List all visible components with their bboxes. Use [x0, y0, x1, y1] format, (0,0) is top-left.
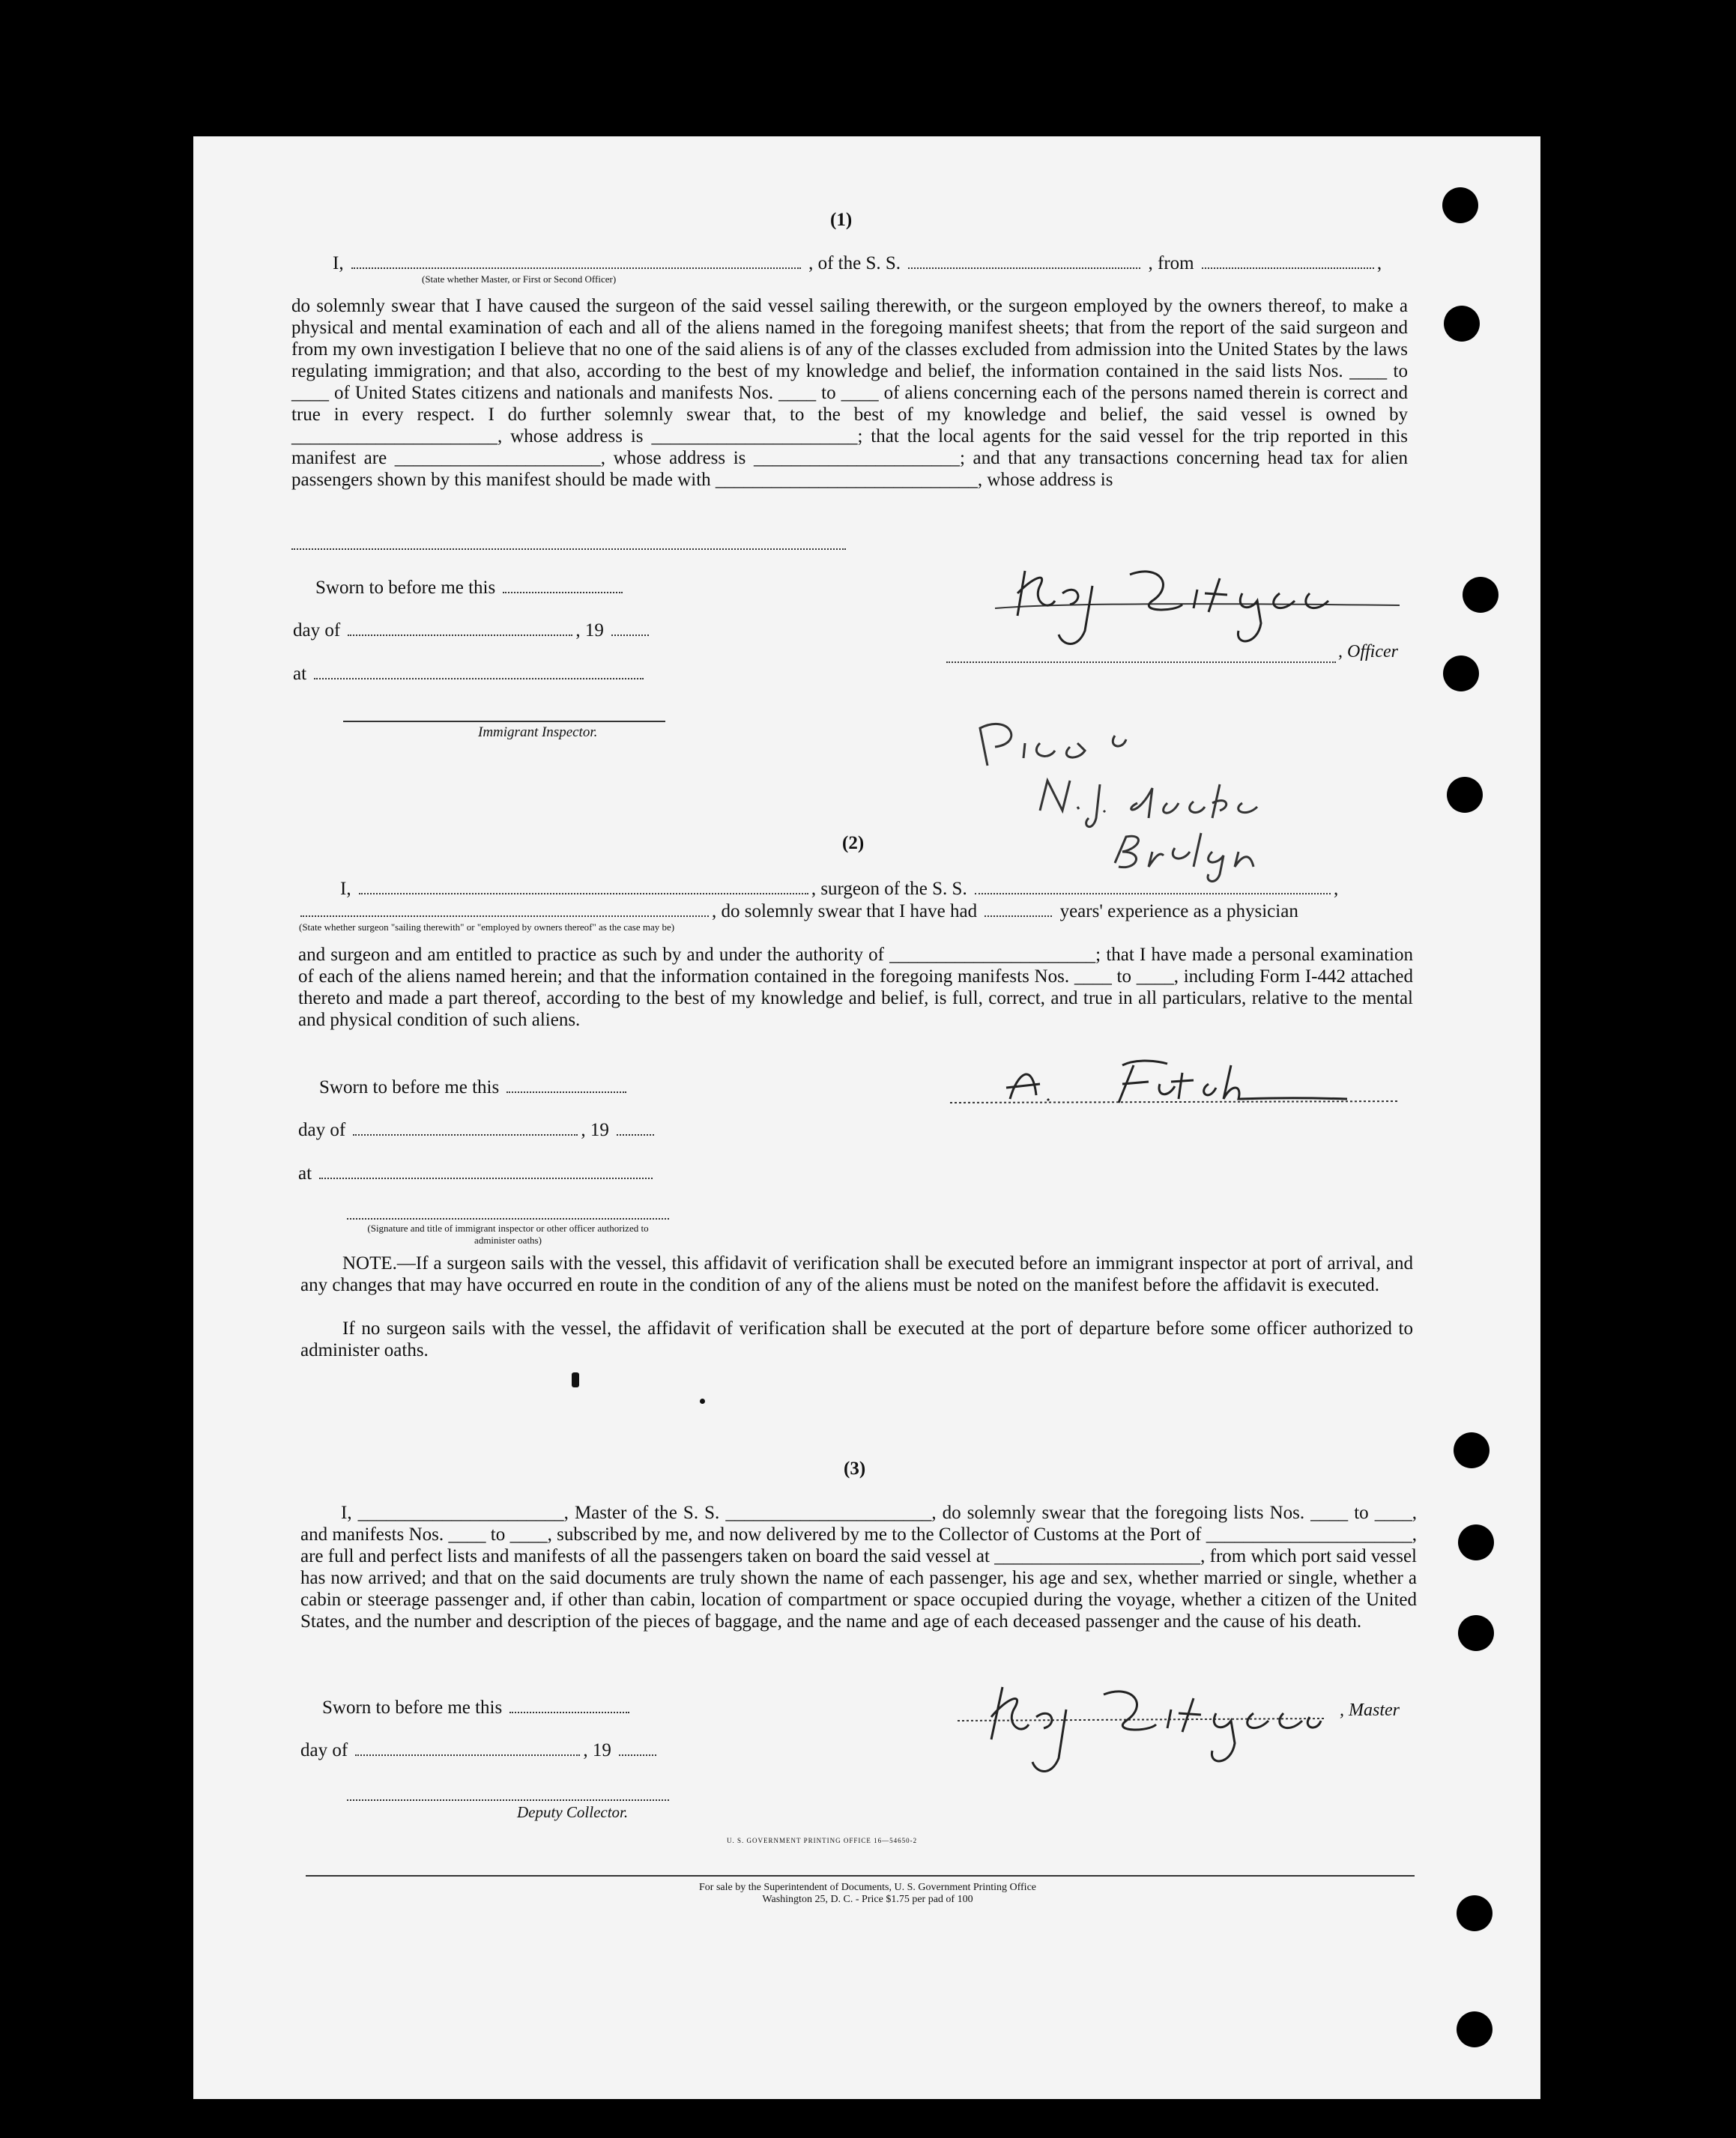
binder-hole — [1447, 777, 1483, 813]
s1-sworn: Sworn to before me this — [315, 577, 626, 599]
s2-day: day of , 19 — [298, 1119, 657, 1141]
s1-at: at — [293, 663, 647, 685]
vessel-name-field — [908, 267, 1140, 269]
binder-hole — [1458, 1524, 1494, 1560]
surgeon-signature — [950, 1050, 1415, 1118]
s2-line1: I, , surgeon of the S. S. , — [340, 879, 1339, 899]
s3-day: day of , 19 — [300, 1739, 659, 1761]
s2-note-2: If no surgeon sails with the vessel, the affidavit of verification shall be executed at the port of departure before some officer authorized to administer oaths. — [300, 1318, 1413, 1360]
s2-signature-line — [347, 1218, 669, 1220]
master-hint: (State whether Master, or First or Second Officer) — [422, 273, 617, 285]
s2-line2: , do solemnly swear that I have had years' experience as a physician — [297, 900, 1298, 922]
binder-hole — [1457, 2011, 1492, 2047]
s1-line1: I, , of the S. S. , from , — [333, 253, 1382, 273]
footer-sale-1: For sale by the Superintendent of Documents, U. S. Government Printing Office — [699, 1882, 1036, 1893]
footer-rule — [306, 1875, 1415, 1877]
from-port-field — [1202, 267, 1374, 269]
s2-sworn: Sworn to before me this — [319, 1076, 629, 1098]
s1-day: day of , 19 — [293, 620, 652, 641]
binder-hole — [1454, 1432, 1489, 1468]
deputy-collector-label: Deputy Collector. — [517, 1803, 629, 1821]
master-name-field — [351, 267, 801, 269]
binder-hole — [1458, 1615, 1494, 1651]
officer-line — [946, 661, 1336, 663]
s2-signature-hint: (Signature and title of immigrant inspector or other officer authorized to administer oaths) — [367, 1223, 649, 1246]
surgeon-hint: (State whether surgeon "sailing therewith" or "employed by owners thereof" as the case may be) — [299, 921, 675, 933]
binder-hole — [1463, 577, 1498, 613]
printing-office-imprint: U. S. GOVERNMENT PRINTING OFFICE 16—54650-2 — [727, 1837, 918, 1844]
inspector-line — [343, 721, 665, 722]
s3-body: I, ______________________, Master of the S. S. ______________________, do solemnly swear that the foregoing lists Nos. ____ to ____, and manifests Nos. ____ to ____, subscribed by me, and now delivered by me to the Collector of Customs at the Port of ______________________, are full and perfect lists and manifests of all the passengers taken on board the said vessel at ______________________, from which port said vessel has now arrived; and that on the said documents are truly shown the name of each passenger, his age and sex, whether married or single, whether a cabin or steerage passenger and, if other than cabin, location of compartment or space occupied during the voyage, whether a citizen of the United States, and the number and description of the pieces of baggage, and the name and age of each deceased passenger and the cause of his death. — [300, 1503, 1417, 1632]
binder-hole — [1442, 187, 1478, 223]
pier-note-handwriting — [965, 713, 1325, 893]
s2-note-1: NOTE.—If a surgeon sails with the vessel, this affidavit of verification shall be executed before an immigrant inspector at port of arrival, and any changes that may have occurred en route in the condition of any of the aliens must be noted on the manifest before the affidavit is executed. — [300, 1253, 1413, 1295]
document-page — [193, 136, 1540, 2099]
immigrant-inspector-label: Immigrant Inspector. — [478, 724, 598, 740]
officer-signature — [980, 541, 1430, 653]
section-3-number: (3) — [844, 1459, 866, 1479]
section-1-number: (1) — [830, 210, 853, 230]
ink-speck — [572, 1372, 579, 1387]
master-label: , Master — [1340, 1701, 1400, 1720]
s2-at: at — [298, 1163, 656, 1184]
binder-hole — [1457, 1895, 1492, 1931]
section-2-number: (2) — [842, 833, 865, 853]
ink-speck — [700, 1399, 705, 1404]
binder-hole — [1443, 655, 1479, 691]
s1-body: do solemnly swear that I have caused the surgeon of the said vessel sailing therewith, or the surgeon employed by the owners thereof, to make a physical and mental examination of each and all of the aliens named in the foregoing manifest sheets; that from the report of the said surgeon and from my own investigation I believe that no one of the said aliens is of any of the classes excluded from admission into the United States by the laws regulating immigration; and that also, according to the best of my knowledge and belief, the information contained in the said lists Nos. ____ to ____ of United States citizens and nationals and manifests Nos. ____ to ____ of aliens concerning each of the persons named therein is correct and true in every respect. I do further solemnly swear that, to the best of my knowledge and belief, the said vessel is owned by ______________________, whose address is ______________________; that the local agents for the said vessel for the trip reported in this manifest are ______________________, whose address is ______________________; and that any transactions concerning head tax for alien passengers shown by this manifest should be made with ____________________________, whose address is — [291, 296, 1408, 490]
binder-hole — [1444, 306, 1480, 342]
s2-body: and surgeon and am entitled to practice as such by and under the authority of ______________________; that I have made a personal examination of each of the aliens named herein; and that the information contained in the foregoing manifests Nos. ____ to ____, including Form I-442 attached thereto and made a part thereof, according to the best of my knowledge and belief, is full, correct, and true in all particulars, relative to the mental and physical condition of such aliens. — [298, 945, 1413, 1030]
footer-sale-2: Washington 25, D. C. - Price $1.75 per pad of 100 — [762, 1894, 973, 1905]
s3-sworn: Sworn to before me this — [322, 1697, 632, 1718]
officer-label: , Officer — [1338, 642, 1398, 661]
s3-collector-line — [347, 1799, 669, 1801]
s1-address-line — [291, 548, 846, 550]
master-signature — [950, 1665, 1340, 1784]
